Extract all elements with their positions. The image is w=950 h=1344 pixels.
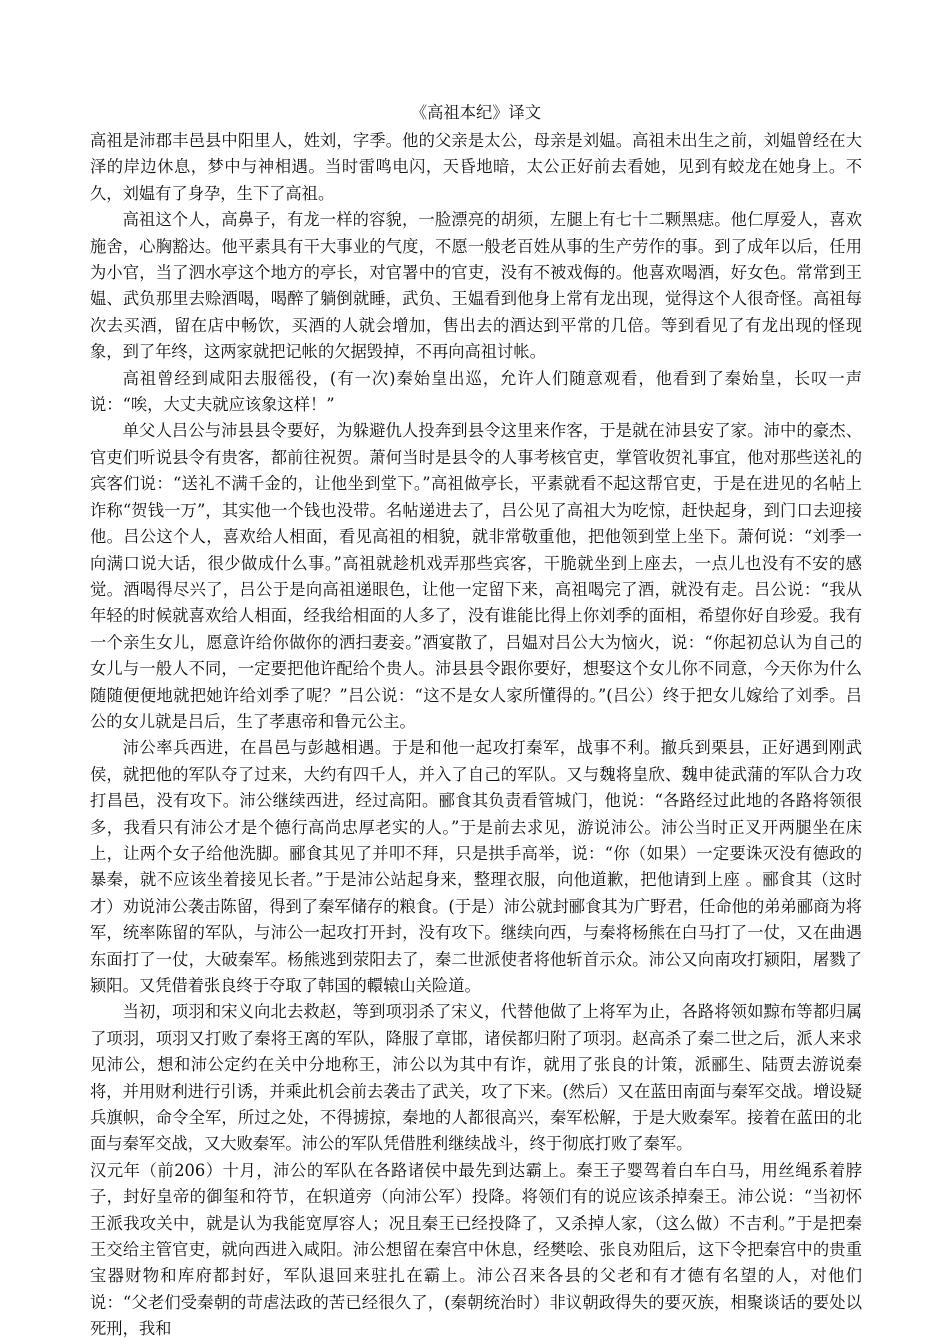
paragraph: 当初，项羽和宋义向北去救赵，等到项羽杀了宋义，代替他做了上将军为止，各路将领如黥布等都归属了项羽，项羽又打败了秦将王离的军队，降服了章邯，诸侯都归附了项羽。赵高杀了秦二世之后，派人来求见沛公，想和沛公定约在关中分地称王，沛公以为其中有诈，就用了张良的计策，派郦生、陆贾去游说秦将，并用财利进行引诱，并乘此机会前去袭击了武关，攻了下来。(然后）又在蓝田南面与秦军交战。增设疑兵旗帜，命令全军，所过之处，不得掳掠，秦地的人都很高兴，秦军松解，于是大败秦军。接着在蓝田的北面与秦军交战，又大败秦军。沛公的军队凭借胜利继续战斗，终于彻底打败了秦军。 xyxy=(90,1002,862,1154)
paragraph: 高祖是沛郡丰邑县中阳里人，姓刘，字季。他的父亲是太公，母亲是刘媪。高祖未出生之前，刘媪曾经在大泽的岸边休息，梦中与神相遇。当时雷鸣电闪，天昏地暗，太公正好前去看她，见到有蛟龙在她身上。不久，刘媪有了身孕，生下了高祖。 xyxy=(90,131,862,203)
paragraph: 高祖曾经到咸阳去服徭役，(有一次)秦始皇出巡，允许人们随意观看，他看到了秦始皇，长叹一声说：“唉，大丈夫就应该象这样！” xyxy=(90,368,862,415)
document-title: 《高祖本纪》译文 xyxy=(410,103,542,122)
paragraph: 高祖这个人，高鼻子，有龙一样的容貌，一脸漂亮的胡须，左腿上有七十二颗黑痣。他仁厚爱人，喜欢施舍，心胸豁达。他平素具有干大事业的气度，不愿一般老百姓从事的生产劳作的事。到了成年以后，任用为小官，当了泗水亭这个地方的亭长，对官署中的官吏，没有不被戏侮的。他喜欢喝酒，好女色。常常到王媪、武负那里去赊酒喝，喝醉了躺倒就睡，武负、王媪看到他身上常有龙出现，觉得这个人很奇怪。高祖每次去买酒，留在店中畅饮，买酒的人就会增加，售出去的酒达到平常的几倍。等到看见了有龙出现的怪现象，到了年终，这两家就把记帐的欠据毁掉，不再向高祖讨帐。 xyxy=(90,210,862,362)
paragraph: 沛公率兵西进，在昌邑与彭越相遇。于是和他一起攻打秦军，战事不利。撤兵到栗县，正好遇到刚武侯，就把他的军队夺了过来，大约有四千人，并入了自己的军队。又与魏将皇欣、魏申徒武蒲的军队合力攻打昌邑，没有攻下。沛公继续西进，经过高阳。郦食其负责看管城门，他说：“各路经过此地的各路将领很多，我看只有沛公才是个德行高尚忠厚老实的人。”于是前去求见，游说沛公。沛公当时正叉开两腿坐在床上，让两个女子给他洗脚。郦食其见了并叩不拜，只是拱手高举，说：“你（如果）一定要诛灭没有德政的暴秦，就不应该坐着接见长者。”于是沛公站起身来，整理衣服，向他道歉，把他请到上座 。郦食其（这时才）劝说沛公袭击陈留，得到了秦军储存的粮食。(于是）沛公就封郦食其为广野君，任命他的弟弟郦商为将军，统率陈留的军队，与沛公一起攻打开封，没有攻下。继续向西，与秦将杨熊在白马打了一仗，又在曲遇东面打了一仗，大破秦军。杨熊逃到荥阳去了，秦二世派使者将他斩首示众。沛公又向南攻打颍阳，屠戮了颍阳。又凭借着张良终于夺取了韩国的轘辕山关险道。 xyxy=(90,738,862,995)
paragraph: 单父人吕公与沛县县令要好，为躲避仇人投奔到县令这里来作客，于是就在沛县安了家。沛中的豪杰、官吏们听说县令有贵客，都前往祝贺。萧何当时是县令的人事考核官吏，掌管收贺礼事宜，他对那些送礼的宾客们说：“送礼不满千金的，让他坐到堂下。”高祖做亭长，平素就看不起这帮官吏，于是在进见的名帖上诈称“贺钱一万”，其实他一个钱也没带。名帖递进去了，吕公见了高祖大为吃惊，赶快起身，到门口去迎接他。吕公这个人，喜欢给人相面，看见高祖的相貌，就非常敬重他，把他领到堂上坐下。萧何说：“刘季一向满口说大话，很少做成什么事。”高祖就趁机戏弄那些宾客，干脆就坐到上座去，一点儿也没有不安的感觉。酒喝得尽兴了，吕公于是向高祖递眼色，让他一定留下来，高祖喝完了酒，就没有走。吕公说：“我从年轻的时候就喜欢给人相面，经我给相面的人多了，没有谁能比得上你刘季的面相，希望你好自珍爱。我有一个亲生女儿，愿意许给你做你的洒扫妻妾。”酒宴散了，吕媪对吕公大为恼火，说：“你起初总认为自己的女儿与一般人不同，一定要把他许配给个贵人。沛县县令跟你要好，想娶这个女儿你不同意，今天你为什么随随便便地就把她许给刘季了呢？”吕公说：“这不是女人家所懂得的。”(吕公）终于把女儿嫁给了刘季。吕公的女儿就是吕后，生了孝惠帝和鲁元公主。 xyxy=(90,421,862,731)
paragraph: 汉元年（前206）十月，沛公的军队在各路诸侯中最先到达霸上。秦王子婴驾着白车白马，用丝绳系着脖子，封好皇帝的御玺和符节，在轵道旁（向沛公军）投降。将领们有的说应该杀掉秦王。沛公说：“当初怀王派我攻关中，就是认为我能宽厚容人；况且秦王已经投降了，又杀掉人家，（这么做）不吉利。”于是把秦王交给主管官吏，就向西进入咸阳。沛公想留在秦宫中休息，经樊哙、张良劝阻后，这下令把秦宫中的贵重宝器财物和库府都封好，军队退回来驻扎在霸上。沛公召来各县的父老和有才德有名望的人，对他们说：“父老们受秦朝的苛虐法政的苦已经很久了，(秦朝统治时）非议朝政得失的要灭族，相聚谈话的要处以死刑，我和 xyxy=(90,1160,862,1339)
document-page xyxy=(90,98,862,1343)
